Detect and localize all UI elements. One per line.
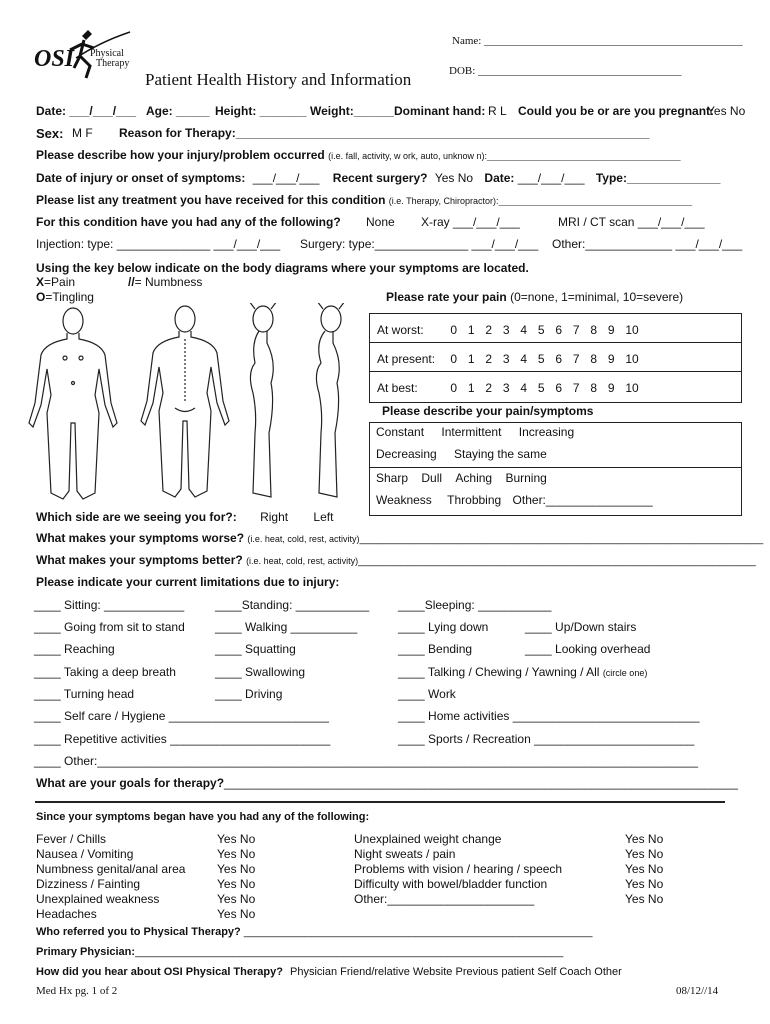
surgery-label: Recent surgery? xyxy=(332,171,428,185)
name-field[interactable]: Name: _______________________________________________ xyxy=(452,35,743,47)
pain-describe-row[interactable] xyxy=(376,493,653,507)
surgery-type-field[interactable]: Type:______________ xyxy=(595,171,721,185)
limitations-title: Please indicate your current limitations due to injury: xyxy=(36,575,340,589)
goals-label: What are your goals for therapy? xyxy=(36,776,225,790)
better-hint: (i.e. heat, cold, rest, activity) xyxy=(246,556,359,566)
limit-squatting[interactable]: ____ Squatting xyxy=(215,642,296,656)
key-x-label: =Pain xyxy=(44,275,76,289)
symptoms-right-list xyxy=(354,832,663,907)
treatment-line[interactable]: _____________________________ xyxy=(498,193,693,207)
xray-field[interactable]: X-ray ___/___/___ xyxy=(421,215,520,229)
describe-label: Please describe how your injury/problem occurred xyxy=(36,148,325,162)
other-procedure-field[interactable]: Other:_____________ ___/___/___ xyxy=(552,237,743,251)
pain-scale-best[interactable]: 0 1 2 3 4 5 6 7 8 9 10 xyxy=(450,381,639,395)
date-field[interactable]: Date: ___/___/___ xyxy=(36,104,137,118)
limit-sitting[interactable]: ____ Sitting: ____________ xyxy=(34,598,185,612)
body-side-left-figure[interactable] xyxy=(316,303,345,497)
symptom-item[interactable]: Problems with vision / hearing / speech Yes No xyxy=(354,862,664,876)
onset-row[interactable] xyxy=(36,171,720,185)
heard-label: How did you hear about OSI Physical Therapy? xyxy=(36,966,283,978)
pain-describe-row[interactable] xyxy=(376,447,547,461)
pain-row-label: At present: xyxy=(377,352,436,366)
primary-line[interactable]: ______________________________________________________________________ xyxy=(135,946,564,958)
limit-talking[interactable] xyxy=(398,665,647,679)
pain-describe-row[interactable] xyxy=(376,471,547,485)
option-staying-same[interactable]: Staying the same xyxy=(454,447,547,461)
option-intermittent[interactable]: Intermittent xyxy=(441,425,502,439)
body-front-figure[interactable] xyxy=(29,308,117,499)
key-tingling xyxy=(36,290,94,304)
better-line[interactable]: _________________________________________________________________ xyxy=(358,555,756,567)
symptoms-title: Since your symptoms began have you had any of the following: xyxy=(36,811,370,823)
section-divider xyxy=(35,801,725,803)
pain-rating-label: Please rate your pain xyxy=(386,290,507,304)
mri-field[interactable]: MRI / CT scan ___/___/___ xyxy=(558,215,705,229)
limit-sports[interactable]: ____ Sports / Recreation ________________________ xyxy=(398,732,695,746)
body-diagrams[interactable] xyxy=(25,303,365,508)
pain-describe-row[interactable] xyxy=(376,425,574,439)
pain-rating-title xyxy=(386,290,683,304)
sex-options[interactable]: M F xyxy=(72,126,93,140)
primary-label: Primary Physician: xyxy=(36,946,136,958)
symptom-item[interactable]: Fever / Chills Yes No xyxy=(36,832,256,846)
logo-sub2: Therapy xyxy=(96,58,130,69)
height-field[interactable]: Height: _______ xyxy=(215,104,307,118)
limit-other[interactable]: ____ Other:__________________________________________________________________________________________ xyxy=(34,754,699,768)
worse-hint: (i.e. heat, cold, rest, activity) xyxy=(247,534,360,544)
sex-label: Sex: xyxy=(36,126,64,141)
goals-line[interactable]: _____________________________________________________________________________ xyxy=(224,776,738,790)
limit-lying[interactable]: ____ Lying down xyxy=(398,620,489,634)
limit-bending[interactable]: ____ Bending xyxy=(398,642,473,656)
better-label: What makes your symptoms better? xyxy=(36,553,243,567)
goals-row[interactable] xyxy=(36,776,738,790)
pain-rating-table xyxy=(369,313,742,403)
option-throbbing[interactable]: Throbbing xyxy=(447,493,502,507)
symptom-item[interactable]: Numbness genital/anal area Yes No xyxy=(36,862,256,876)
limit-driving[interactable]: ____ Driving xyxy=(215,687,283,701)
option-dull[interactable]: Dull xyxy=(421,471,443,485)
injection-field[interactable]: Injection: type: ______________ ___/___/___ xyxy=(36,237,281,251)
treatment-label: Please list any treatment you have received for this condition xyxy=(36,193,386,207)
pregnant-options[interactable]: Yes No xyxy=(707,104,746,118)
limit-overhead[interactable]: ____ Looking overhead xyxy=(525,642,651,656)
key-o-label: =Tingling xyxy=(45,290,94,304)
had-label: For this condition have you had any of the following? xyxy=(36,215,341,229)
limit-walking[interactable]: ____ Walking __________ xyxy=(215,620,358,634)
pain-describe-title: Please describe your pain/symptoms xyxy=(382,404,594,418)
key-slash: // xyxy=(128,275,135,289)
key-slash-label: = Numbness xyxy=(134,275,203,289)
limit-breath[interactable]: ____ Taking a deep breath xyxy=(34,665,176,679)
limit-selfcare[interactable]: ____ Self care / Hygiene ________________________ xyxy=(34,709,329,723)
symptom-item[interactable]: Difficulty with bowel/bladder function Yes No xyxy=(354,877,664,891)
option-constant[interactable]: Constant xyxy=(376,425,425,439)
logo-sub1: Physical xyxy=(90,48,124,59)
pain-row-present[interactable] xyxy=(377,352,643,366)
heard-options[interactable]: Physician Friend/relative Website Previous patient Self Coach Other xyxy=(290,966,622,978)
pain-row-label: At worst: xyxy=(377,323,424,337)
option-sharp[interactable]: Sharp xyxy=(376,471,409,485)
body-side-right-figure[interactable] xyxy=(249,303,277,497)
side-row xyxy=(36,510,333,524)
option-aching[interactable]: Aching xyxy=(455,471,493,485)
none-option[interactable]: None xyxy=(366,215,395,229)
limit-updown[interactable]: ____ Up/Down stairs xyxy=(525,620,637,634)
pain-scale-worst[interactable]: 0 1 2 3 4 5 6 7 8 9 10 xyxy=(450,323,639,337)
key-o: O xyxy=(36,290,46,304)
primary-row[interactable] xyxy=(36,946,563,958)
worse-row[interactable] xyxy=(36,531,763,545)
symptom-item[interactable]: Headaches Yes No xyxy=(36,907,256,921)
limit-swallowing[interactable]: ____ Swallowing xyxy=(215,665,306,679)
onset-line[interactable]: ___/___/___ xyxy=(252,171,320,185)
treatment-hint: (i.e. Therapy, Chiropractor): xyxy=(388,196,499,206)
symptom-item[interactable]: Night sweats / pain Yes No xyxy=(354,847,664,861)
dominant-hand-label: Dominant hand: xyxy=(394,104,486,118)
limit-work[interactable]: ____ Work xyxy=(398,687,456,701)
limit-repetitive[interactable]: ____ Repetitive activities ________________________ xyxy=(34,732,331,746)
dominant-hand-options[interactable]: R L xyxy=(488,104,507,118)
side-right-option[interactable]: Right xyxy=(260,510,289,524)
limit-sleeping[interactable]: ____Sleeping: ___________ xyxy=(398,598,552,612)
pain-row-worst[interactable] xyxy=(377,323,643,337)
side-left-option[interactable]: Left xyxy=(313,510,334,524)
symptom-item[interactable]: Dizziness / Fainting Yes No xyxy=(36,877,256,891)
limit-standing[interactable]: ____Standing: ___________ xyxy=(215,598,370,612)
referred-row[interactable] xyxy=(36,926,593,938)
logo-text: OSI xyxy=(34,46,75,72)
key-instruction: Using the key below indicate on the body diagrams where your symptoms are located. xyxy=(36,261,529,275)
age-field[interactable]: Age: _____ xyxy=(146,104,210,118)
worse-line[interactable]: __________________________________________________________________ xyxy=(359,533,764,545)
body-back-figure[interactable] xyxy=(141,306,229,497)
surgery-date-label: Date: xyxy=(484,171,515,185)
option-burning[interactable]: Burning xyxy=(505,471,547,485)
surgery-date-line[interactable]: ___/___/___ xyxy=(517,171,585,185)
surgery-options[interactable]: Yes No xyxy=(434,171,474,185)
limit-reaching[interactable]: ____ Reaching xyxy=(34,642,115,656)
symptom-item[interactable]: Unexplained weight change Yes No xyxy=(354,832,664,846)
pain-row-label: At best: xyxy=(377,381,418,395)
surgery-type-row[interactable]: Surgery: type:______________ ___/___/___ xyxy=(300,237,539,251)
key-numbness xyxy=(128,275,202,289)
limit-sit-stand[interactable]: ____ Going from sit to stand xyxy=(34,620,185,634)
pain-rating-hint: (0=none, 1=minimal, 10=severe) xyxy=(510,290,684,304)
symptoms-left-list xyxy=(36,832,255,922)
better-row[interactable] xyxy=(36,553,756,567)
pain-scale-present[interactable]: 0 1 2 3 4 5 6 7 8 9 10 xyxy=(450,352,639,366)
limit-home[interactable]: ____ Home activities ____________________________ xyxy=(398,709,700,723)
option-decreasing[interactable]: Decreasing xyxy=(376,447,437,461)
footer-right: 08/12//14 xyxy=(676,985,719,997)
key-x: X xyxy=(36,275,45,289)
weight-field[interactable]: Weight:______ xyxy=(310,104,394,118)
symptom-item[interactable]: Nausea / Vomiting Yes No xyxy=(36,847,256,861)
side-label: Which side are we seeing you for?: xyxy=(36,510,237,524)
symptom-item[interactable]: Other:______________________ Yes No xyxy=(354,892,664,906)
pain-row-best[interactable] xyxy=(377,381,643,395)
option-increasing[interactable]: Increasing xyxy=(518,425,575,439)
pregnant-label: Could you be or are you pregnant: xyxy=(518,104,715,118)
describe-line[interactable]: _____________________________ xyxy=(487,148,681,162)
page-title: Patient Health History and Information xyxy=(145,70,412,89)
treatment-row[interactable] xyxy=(36,193,692,207)
option-weakness[interactable]: Weakness xyxy=(376,493,432,507)
describe-hint: (i.e. fall, activity, w ork, auto, unknow n): xyxy=(328,151,488,161)
key-pain xyxy=(36,275,75,289)
limit-turning[interactable]: ____ Turning head xyxy=(34,687,135,701)
logo xyxy=(30,28,140,88)
limit-talking-hint: (circle one) xyxy=(602,668,648,678)
heard-row xyxy=(36,966,622,978)
footer-left: Med Hx pg. 1 of 2 xyxy=(36,985,118,997)
symptom-item[interactable]: Unexplained weakness Yes No xyxy=(36,892,256,906)
referred-line[interactable]: _________________________________________________________ xyxy=(243,926,593,938)
worse-label: What makes your symptoms worse? xyxy=(36,531,245,545)
onset-label: Date of injury or onset of symptoms: xyxy=(36,171,246,185)
reason-field[interactable]: Reason for Therapy:______________________________________________________________ xyxy=(119,126,650,140)
limit-talking-label[interactable]: ____ Talking / Chewing / Yawning / All xyxy=(398,665,600,679)
pain-describe-box xyxy=(369,422,742,516)
dob-field[interactable]: DOB: _____________________________________ xyxy=(449,65,682,77)
describe-injury[interactable] xyxy=(36,148,681,162)
option-other[interactable]: Other:________________ xyxy=(512,493,653,507)
referred-label: Who referred you to Physical Therapy? xyxy=(36,926,241,938)
